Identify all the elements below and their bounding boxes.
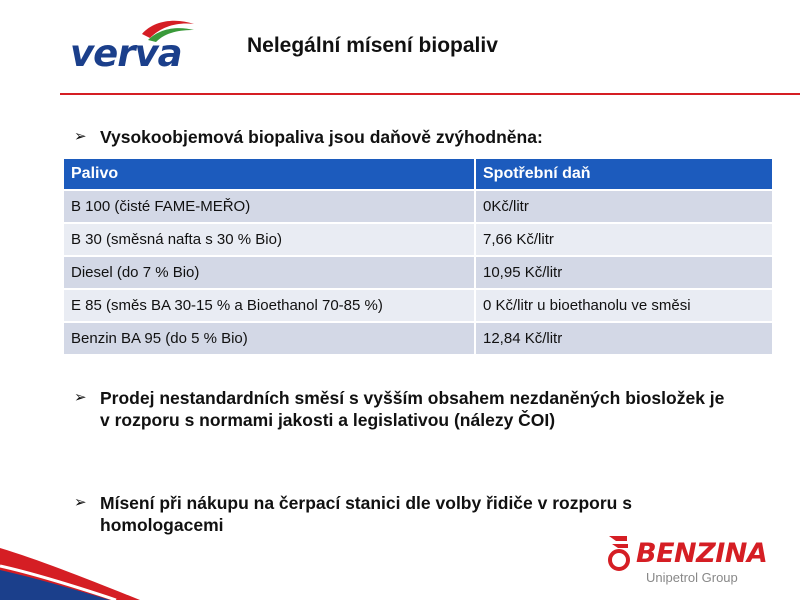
- corner-swoosh: [0, 530, 140, 600]
- fuel-cell: B 100 (čisté FAME-MEŘO): [64, 189, 476, 222]
- bullet-text: Prodej nestandardních směsí s vyšším obsahem nezdaněných biosložek je v rozporu s normami jakosti a legislativou (nálezy ČOI): [100, 388, 725, 430]
- fuel-cell: Benzin BA 95 (do 5 % Bio): [64, 321, 476, 354]
- bullet-text: Mísení při nákupu na čerpací stanici dle volby řidiče v rozporu s homologacemi: [100, 493, 632, 535]
- arrow-bullet-icon: ➢: [74, 389, 87, 406]
- bullet-tax-advantage: [74, 126, 734, 148]
- table-row: [64, 321, 772, 354]
- tax-cell: 0Kč/litr: [476, 189, 772, 222]
- tax-cell: 0 Kč/litr u bioethanolu ve směsi: [476, 288, 772, 321]
- fuel-cell: B 30 (směsná nafta s 30 % Bio): [64, 222, 476, 255]
- table-row: [64, 255, 772, 288]
- table-row: [64, 288, 772, 321]
- fuel-tax-table: [64, 159, 772, 354]
- tax-cell: 12,84 Kč/litr: [476, 321, 772, 354]
- benzina-subtitle: Unipetrol Group: [646, 570, 738, 585]
- benzina-mark-icon: [606, 534, 632, 572]
- bullet-text: Vysokoobjemová biopaliva jsou daňově zvýhodněna:: [100, 127, 543, 147]
- verva-logo-text: verva: [70, 32, 182, 75]
- arrow-bullet-icon: ➢: [74, 128, 87, 145]
- fuel-cell: E 85 (směs BA 30-15 % a Bioethanol 70-85 %): [64, 288, 476, 321]
- benzina-logo: [606, 534, 776, 590]
- table-header-row: [64, 159, 772, 189]
- verva-logo: [70, 18, 200, 74]
- page-title: Nelegální mísení biopaliv: [247, 34, 498, 57]
- title-divider: [60, 93, 800, 95]
- tax-cell: 7,66 Kč/litr: [476, 222, 772, 255]
- arrow-bullet-icon: ➢: [74, 494, 87, 511]
- header-fuel: Palivo: [64, 159, 476, 189]
- fuel-cell: Diesel (do 7 % Bio): [64, 255, 476, 288]
- tax-cell: 10,95 Kč/litr: [476, 255, 772, 288]
- table-row: [64, 189, 772, 222]
- header-excise-tax: Spotřební daň: [476, 159, 772, 189]
- benzina-wordmark: BENZINA: [636, 538, 768, 569]
- table-row: [64, 222, 772, 255]
- bullet-station-mixing: [74, 492, 734, 536]
- bullet-nonstandard-blends: [74, 387, 734, 431]
